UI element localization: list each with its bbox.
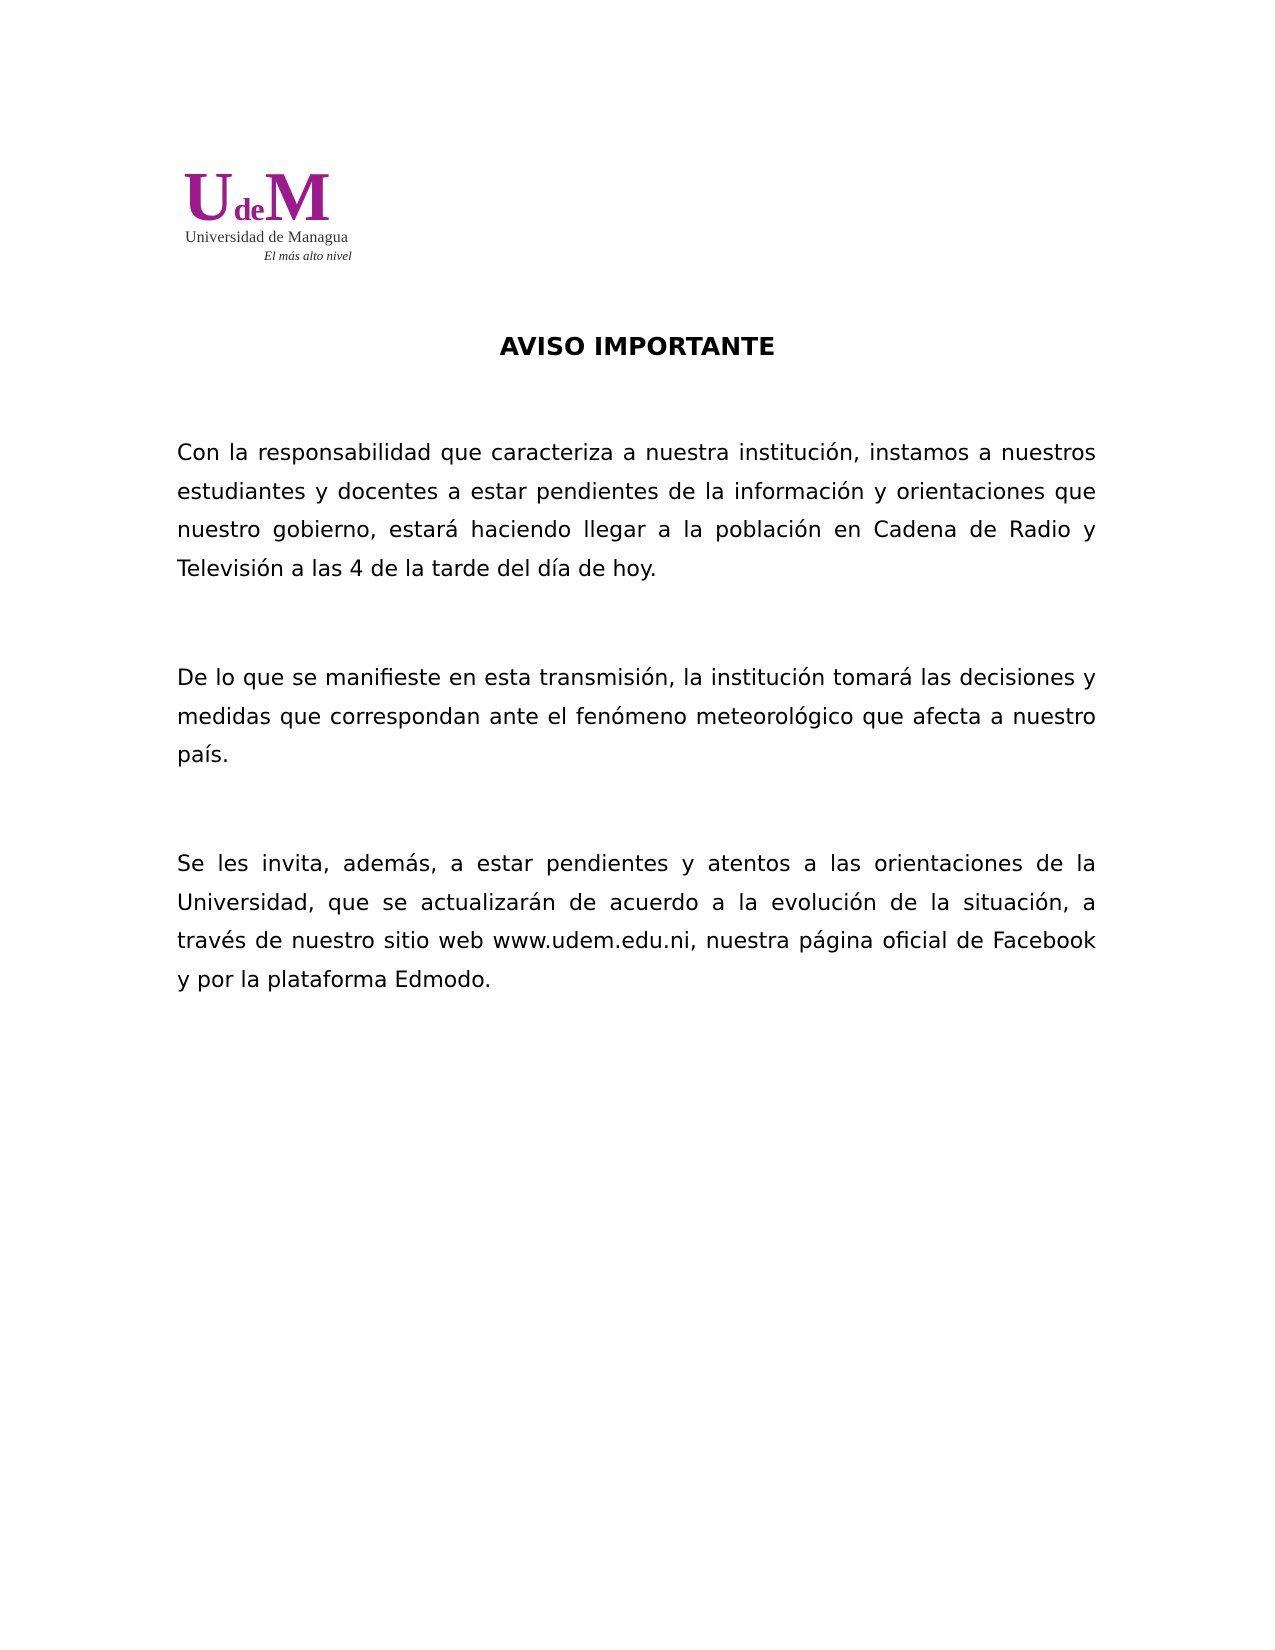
notice-title: AVISO IMPORTANTE <box>499 332 776 361</box>
logo-letter-u: U <box>183 159 233 236</box>
notice-paragraph-3: Se les invita, además, a estar pendientes y atentos a las orientaciones de la Universidad, que se actualizarán de acuerdo a la evolución de la situación, a través de nuestro sitio web www.udem.edu.ni, nuestra página oficial de Facebook y por la plataforma Edmodo. <box>177 852 1096 993</box>
notice-paragraph-1: Con la responsabilidad que caracteriza a nuestra institución, instamos a nuestros estudiantes y docentes a estar pendientes de la información y orientaciones que nuestro gobierno, estará haciendo llegar a la población en Cadena de Radio y Televisión a las 4 de la tarde del día de hoy. <box>177 441 1096 582</box>
notice-paragraph-2: De lo que se manifieste en esta transmisión, la institución tomará las decisiones y medidas que correspondan ante el fenómeno meteorológico que afecta a nuestro país. <box>177 666 1096 768</box>
logo-letters-de: de <box>233 191 264 227</box>
university-logo <box>183 159 383 268</box>
logo-letter-m: M <box>264 159 330 236</box>
logo-university-name: Universidad de Managua <box>185 229 349 246</box>
logo-mark <box>183 159 330 236</box>
logo-tagline: El más alto nivel <box>264 248 352 263</box>
